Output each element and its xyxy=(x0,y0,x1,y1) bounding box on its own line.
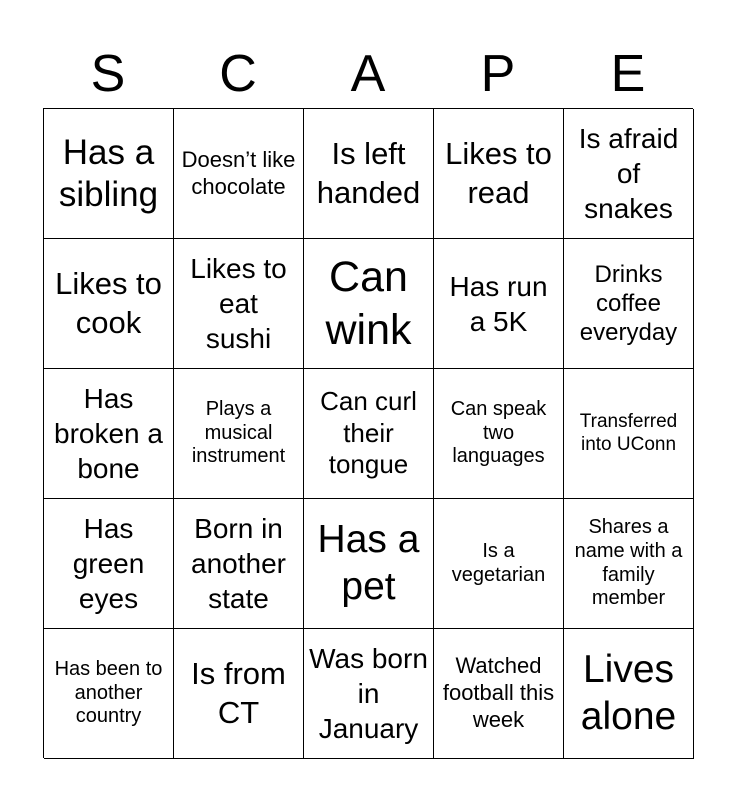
bingo-cell-label: Can curl their tongue xyxy=(320,385,417,480)
bingo-cell-label: Is a vegetarian xyxy=(451,539,546,586)
bingo-cell-label: Likes to read xyxy=(445,135,552,210)
bingo-cell-label: Likes to cook xyxy=(55,265,162,340)
bingo-cell-r2c5[interactable] xyxy=(564,239,694,369)
bingo-cell-label: Is left handed xyxy=(316,135,421,210)
bingo-cell-label: Drinks coffee everyday xyxy=(579,260,678,347)
bingo-cell-label: Can wink xyxy=(325,253,412,354)
bingo-cell-label: Lives alone xyxy=(580,648,677,738)
bingo-cell-label: Born in another state xyxy=(191,513,286,614)
bingo-cell-label: Is afraid of snakes xyxy=(578,123,679,224)
header-letter-c: C xyxy=(219,45,257,103)
bingo-cell-label: Has run a 5K xyxy=(449,270,548,337)
bingo-cell-r4c5[interactable] xyxy=(564,499,694,629)
bingo-cell-r2c4[interactable] xyxy=(434,239,564,369)
bingo-cell-r5c4[interactable] xyxy=(434,629,564,759)
bingo-cell-r1c1[interactable] xyxy=(44,109,174,239)
bingo-cell-label: Is from CT xyxy=(191,655,286,730)
bingo-cell-r1c3[interactable] xyxy=(304,109,434,239)
bingo-cell-r3c4[interactable] xyxy=(434,369,564,499)
bingo-cell-r3c2[interactable] xyxy=(174,369,304,499)
bingo-cell-r1c4[interactable] xyxy=(434,109,564,239)
bingo-board xyxy=(43,108,693,758)
bingo-cell-label: Has a sibling xyxy=(58,132,159,214)
header-letter-e: E xyxy=(610,45,646,103)
bingo-cell-label: Watched football this week xyxy=(442,653,555,732)
bingo-cell-r3c5[interactable] xyxy=(564,369,694,499)
bingo-cell-label: Can speak two languages xyxy=(450,398,547,468)
bingo-cell-label: Has a pet xyxy=(317,518,420,608)
bingo-cell-label: Transferred into UConn xyxy=(579,410,678,455)
bingo-cell-label: Was born in January xyxy=(309,643,428,744)
bingo-cell-label: Plays a musical instrument xyxy=(191,398,286,468)
bingo-header xyxy=(43,38,693,110)
bingo-cell-r5c5[interactable] xyxy=(564,629,694,759)
bingo-cell-label: Has been to another country xyxy=(54,658,163,728)
header-letter-p: P xyxy=(480,45,516,103)
header-letter-a: A xyxy=(350,45,386,103)
bingo-cell-label: Shares a name with a family member xyxy=(574,516,683,610)
bingo-cell-r3c3[interactable] xyxy=(304,369,434,499)
bingo-cell-label: Likes to eat sushi xyxy=(190,253,287,354)
bingo-cell-label: Has broken a bone xyxy=(54,383,163,484)
header-letter-s: S xyxy=(90,45,126,103)
bingo-cell-r4c2[interactable] xyxy=(174,499,304,629)
bingo-cell-label: Doesn’t like chocolate xyxy=(181,146,296,199)
bingo-cell-r3c1[interactable] xyxy=(44,369,174,499)
bingo-cell-r1c2[interactable] xyxy=(174,109,304,239)
bingo-cell-r4c3[interactable] xyxy=(304,499,434,629)
bingo-cell-r1c5[interactable] xyxy=(564,109,694,239)
bingo-cell-r2c2[interactable] xyxy=(174,239,304,369)
bingo-cell-r2c3[interactable] xyxy=(304,239,434,369)
bingo-cell-r4c4[interactable] xyxy=(434,499,564,629)
bingo-cell-r4c1[interactable] xyxy=(44,499,174,629)
bingo-cell-r5c3[interactable] xyxy=(304,629,434,759)
bingo-cell-r2c1[interactable] xyxy=(44,239,174,369)
bingo-cell-label: Has green eyes xyxy=(72,513,145,614)
bingo-cell-r5c2[interactable] xyxy=(174,629,304,759)
bingo-cell-r5c1[interactable] xyxy=(44,629,174,759)
